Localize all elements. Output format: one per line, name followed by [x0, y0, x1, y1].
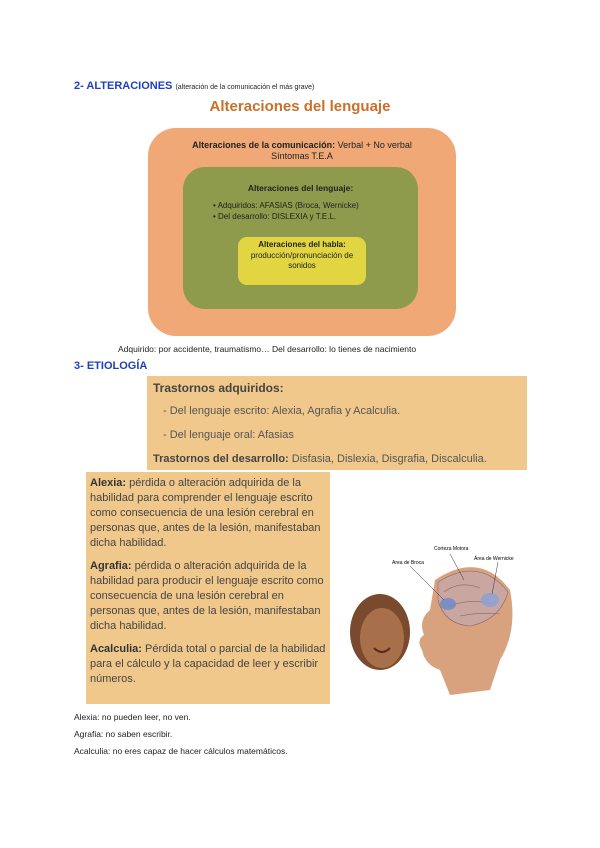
- alexia-term: Alexia:: [90, 477, 127, 489]
- diagram-title: Alteraciones del lenguaje: [209, 98, 391, 115]
- agrafia-text: pérdida o alteración adquirida de la habilidad para producir el lenguaje escrito como consecuencia de una lesión cerebral en personas que, antes de la lesión, manifestaban dicha habilidad.: [90, 560, 324, 632]
- section-2-title: [74, 80, 314, 92]
- agrafia-definition: [90, 559, 326, 634]
- wernicke-area-icon: [481, 593, 499, 607]
- broca-area-icon: [440, 598, 456, 610]
- acalculia-definition: [90, 642, 326, 687]
- footnote-alexia: Alexia: no pueden leer, no ven.: [74, 712, 191, 722]
- footnote-acalculia: Acalculia: no eres capaz de hacer cálculos matemáticos.: [74, 746, 288, 756]
- acalculia-text: Pérdida total o parcial de la habilidad para el cálculo y la capacidad de leer y escribir números.: [90, 643, 326, 685]
- motor-label: Corteza Motora: [434, 546, 469, 552]
- language-disorders-box: [183, 167, 418, 309]
- section-3-title: 3- ETIOLOGÍA: [74, 360, 148, 372]
- communication-disorders-detail: Verbal + No verbal: [335, 140, 412, 150]
- section-2-heading: 2- ALTERACIONES: [74, 80, 173, 92]
- section-2-note: (alteración de la comunicación el más grave): [175, 84, 315, 91]
- alexia-text: pérdida o alteración adquirida de la habilidad para comprender el lenguaje escrito como consecuencia de una lesión cerebral en personas que, antes de la lesión, manifestaban dicha habilidad.: [90, 477, 321, 549]
- communication-disorders-text: [148, 140, 456, 162]
- language-disorders-list: [213, 200, 359, 222]
- diagram-caption: Adquirido: por accidente, traumatismo… Del desarrollo: lo tienes de nacimiento: [118, 344, 417, 354]
- written-language-item: - Del lenguaje escrito: Alexia, Agrafia y Acalculia.: [163, 405, 401, 417]
- alexia-definition: [90, 476, 326, 551]
- wernicke-label: Área de Wernicke: [474, 556, 514, 562]
- communication-disorders-symptoms: Síntomas T.E.A: [271, 151, 333, 161]
- list-item: • Adquiridos: AFASIAS (Broca, Wernicke): [213, 201, 359, 210]
- developmental-disorders-heading: Trastornos del desarrollo:: [153, 453, 289, 465]
- woman-face-icon: [360, 608, 404, 668]
- language-disorders-title: Alteraciones del lenguaje:: [247, 183, 354, 193]
- agrafia-term: Agrafia:: [90, 560, 132, 572]
- speech-disorders-text: producción/pronunciación de sonidos: [250, 250, 354, 270]
- developmental-disorders-list: Disfasia, Dislexia, Disgrafia, Discalculia.: [288, 453, 487, 465]
- footnote-agrafia: Agrafia: no saben escribir.: [74, 729, 173, 739]
- communication-disorders-label: Alteraciones de la comunicación:: [192, 140, 336, 150]
- broca-label: Area de Broca: [392, 560, 424, 566]
- brain-illustration: [340, 540, 520, 700]
- speech-disorders-box: [238, 237, 366, 285]
- speech-disorders-title: Alteraciones del habla:: [258, 240, 346, 249]
- list-item: • Del desarrollo: DISLEXIA y T.E.L.: [213, 212, 337, 221]
- acalculia-term: Acalculia:: [90, 643, 142, 655]
- acquired-disorders-heading: Trastornos adquiridos:: [153, 381, 284, 395]
- disorders-summary-box: [147, 376, 527, 470]
- communication-disorders-box: [148, 128, 456, 336]
- definitions-box: [86, 472, 330, 704]
- developmental-disorders-line: [153, 453, 487, 465]
- oral-language-item: - Del lenguaje oral: Afasias: [163, 429, 294, 441]
